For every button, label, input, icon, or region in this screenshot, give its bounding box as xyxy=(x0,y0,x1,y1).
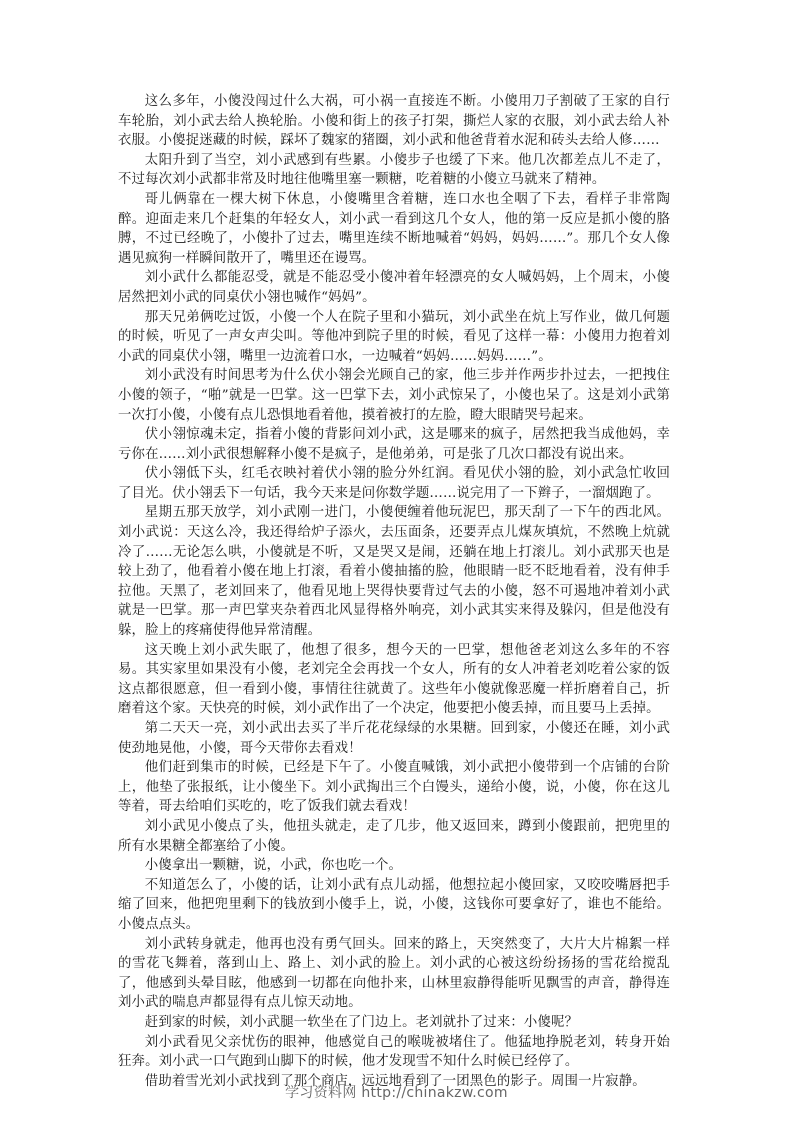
paragraph: 刘小武见小傻点了头，他扭头就走，走了几步，他又返回来，蹲到小傻跟前，把兜里的所有水果糖全都塞给了小傻。 xyxy=(118,818,670,854)
paragraph: 这天晚上刘小武失眠了，他想了很多，想今天的一巴掌，想他爸老刘这么多年的不容易。其实家里如果没有小傻，老刘完全会再找一个女人，所有的女人冲着老刘吃着公家的饭这点都很愿意，但一看到小傻，事情往往就黄了。这些年小傻就像恶魔一样折磨着自己，折磨着这个家。天快亮的时候，刘小武作出了一个决定，他要把小傻丢掉，而且要马上丢掉。 xyxy=(118,642,670,717)
page-footer: 学习资料网 http://chinakzw.com xyxy=(285,1085,508,1101)
paragraph: 伏小翎低下头，红毛衣映衬着伏小翎的脸分外红润。看见伏小翎的脸，刘小武急忙收回了目光。伏小翎丢下一句话，我今天来是问你数学题……说完用了一下辫子，一溜烟跑了。 xyxy=(118,466,670,501)
paragraph: 刘小武转身就走，他再也没有勇气回头。回来的路上，天突然变了，大片大片棉絮一样的雪花飞舞着，落到山上、路上、刘小武的脸上。刘小武的心被这纷纷扬扬的雪花给搅乱了，他感到头晕目眩，他感到一切都在向他扑来，山林里寂静得能听见飘雪的声音，静得连刘小武的喘息声都显得有点儿惊天动地。 xyxy=(118,936,670,1011)
paragraph: 第二天天一亮，刘小武出去买了半斤花花绿绿的水果糖。回到家，小傻还在睡，刘小武使劲地晃他，小傻，哥今天带你去看戏！ xyxy=(118,721,670,756)
paragraph: 刘小武没有时间思考为什么伏小翎会光顾自己的家，他三步并作两步扑过去，一把拽住小傻的领子，“啪”就是一巴掌。这一巴掌下去，刘小武惊呆了，小傻也呆了。这是刘小武第一次打小傻，小傻有点儿恐惧地看着他，摸着被打的左脸，瞪大眼睛哭号起来。 xyxy=(118,368,670,423)
article-body xyxy=(118,92,670,1091)
paragraph: 那天兄弟俩吃过饭，小傻一个人在院子里和小猫玩，刘小武坐在炕上写作业，做几何题的时候，听见了一声女声尖叫。等他冲到院子里的时候，看见了这样一幕：小傻用力抱着刘小武的同桌伏小翎，嘴里一边流着口水，一边喊着“妈妈……妈妈……”。 xyxy=(118,309,670,364)
paragraph: 刘小武看见父亲忧伤的眼神，他感觉自己的喉咙被堵住了。他猛地挣脱老刘，转身开始狂奔。刘小武一口气跑到山脚下的时候，他才发现雪不知什么时候已经停了。 xyxy=(118,1034,670,1070)
paragraph: 赶到家的时候，刘小武腿一软坐在了门边上。老刘就扑了过来：小傻呢？ xyxy=(144,1014,579,1030)
paragraph: 伏小翎惊魂未定，指着小傻的背影问刘小武，这是哪来的疯子，居然把我当成他妈，幸亏你在……刘小武很想解释小傻不是疯子，是他弟弟，可是张了几次口都没有说出来。 xyxy=(118,427,670,462)
paragraph: 哥儿俩靠在一棵大树下休息，小傻嘴里含着糖，连口水也全咽了下去，看样子非常陶醉。迎面走来几个赶集的年轻女人，刘小武一看到这几个女人，他的第一反应是抓小傻的胳膊，不过已经晚了，小傻扑了过去，嘴里连续不断地喊着“妈妈，妈妈……”。那几个女人像遇见疯狗一样瞬间散开了，嘴里还在谩骂。 xyxy=(118,191,670,266)
paragraph: 星期五那天放学，刘小武刚一进门，小傻便缠着他玩泥巴，那天刮了一下午的西北风。刘小武说：天这么冷，我还得给炉子添火，去压面条，还要弄点儿煤灰填炕，不然晚上炕就冷了……无论怎么哄，小傻就是不听，又是哭又是闹，还躺在地上打滚儿。刘小武那天也是较上劲了，他看着小傻在地上打滚，看着小傻抽搐的脸，他眼睛一眨不眨地看着，没有伸手拉他。天黑了，老刘回来了，他看见地上哭得快要背过气去的小傻，怒不可遏地冲着刘小武就是一巴掌。那一声巴掌夹杂着西北风显得格外响亮，刘小武其实来得及躲闪，但是他没有躲，脸上的疼痛使得他异常清醒。 xyxy=(118,505,670,639)
paragraph: 不知道怎么了，小傻的话，让刘小武有点儿动摇，他想拉起小傻回家，又咬咬嘴唇把手缩了回来，他把兜里剩下的钱放到小傻手上，说，小傻，这钱你可要拿好了，谁也不能给。小傻点点头。 xyxy=(118,877,670,932)
paragraph: 借助着雪光刘小武找到了那个商店，远远地看到了一团黑色的影子。周围一片寂静。 xyxy=(144,1073,646,1089)
paragraph: 这么多年，小傻没闯过什么大祸，可小祸一直接连不断。小傻用刀子割破了王家的自行车轮胎，刘小武去给人换轮胎。小傻和街上的孩子打架，撕烂人家的衣服，刘小武去给人补衣服。小傻捉迷藏的时候，踩坏了魏家的猪圈，刘小武和他爸背着水泥和砖头去给人修…… xyxy=(118,94,670,149)
paragraph: 太阳升到了当空，刘小武感到有些累。小傻步子也缓了下来。他几次都差点儿不走了，不过每次刘小武都非常及时地往他嘴里塞一颗糖，吃着糖的小傻立马就来了精神。 xyxy=(118,152,670,188)
paragraph: 刘小武什么都能忍受，就是不能忍受小傻冲着年轻漂亮的女人喊妈妈，上个周末，小傻居然把刘小武的同桌伏小翎也喊作“妈妈”。 xyxy=(118,270,670,305)
paragraph: 小傻拿出一颗糖，说，小武，你也吃一个。 xyxy=(144,858,403,874)
paragraph: 他们赶到集市的时候，已经是下午了。小傻直喊饿，刘小武把小傻带到一个店铺的台阶上，他垫了张报纸，让小傻坐下。刘小武掏出三个白馒头，递给小傻，说，小傻，你在这儿等着，哥去给咱们买吃的，吃了饭我们就去看戏！ xyxy=(118,760,670,815)
